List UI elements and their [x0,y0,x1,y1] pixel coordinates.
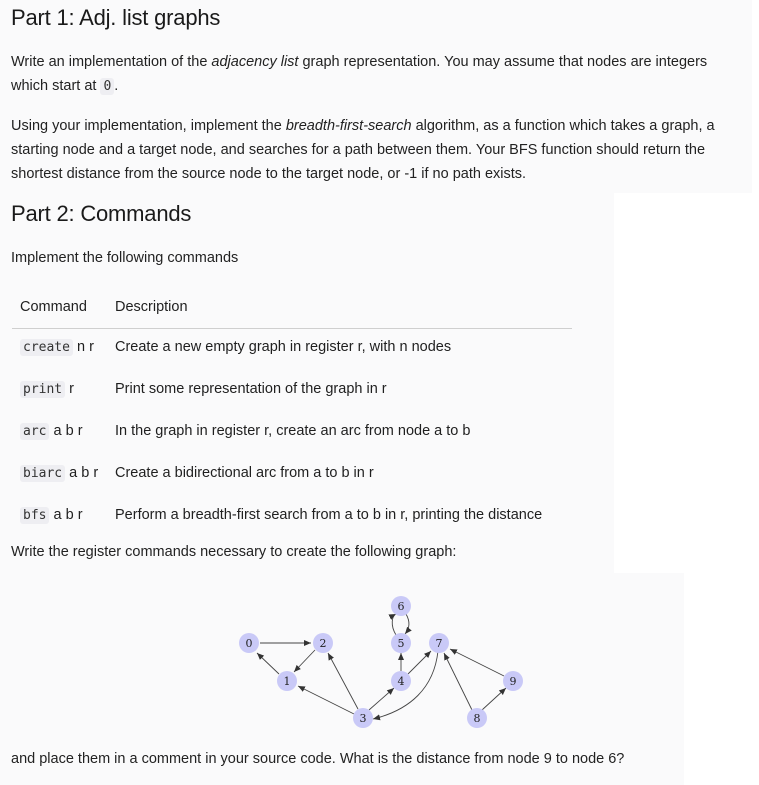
svg-text:5: 5 [397,637,405,650]
svg-text:0: 0 [245,637,253,650]
svg-text:9: 9 [509,675,517,688]
edge-3-1 [298,686,354,714]
svg-text:6: 6 [397,600,405,613]
table-row [20,494,542,536]
header-description: Description [115,299,188,315]
table-row [20,410,542,452]
description-cell: Create a new empty graph in register r, with n nodes [115,339,452,355]
command-cell: print r [20,368,115,410]
node-0 [239,633,259,653]
part1-heading: Part 1: Adj. list graphs [11,5,221,30]
command-cell: biarc a b r [20,452,115,494]
part1-paragraph-1: Write an implementation of the adjacency list graph representation. You may assume that nodes are integers which start at 0 . [11,54,708,94]
svg-text:8: 8 [473,712,481,725]
edge-2-1 [294,650,315,672]
table-header-row [20,288,542,326]
description-cell: Perform a breadth-first search from a to b in r, printing the distance [115,507,543,523]
edge-9-7 [450,649,504,676]
edge-3-4 [369,688,394,710]
command-cell: arc a b r [20,410,115,452]
table-row [20,326,542,368]
commands-table [20,288,542,536]
svg-text:2: 2 [319,637,327,650]
part1-paragraph-2: Using your implementation, implement the breadth-first-search algorithm, as a function which takes a graph, a starting node and a target node, and searches for a path between them. Your BFS function should return the shortest distance from the source node to the target node, or -1 if no path exists. [11,118,715,182]
node-8 [467,708,487,728]
table-header-divider [12,328,572,329]
inline-code-zero: 0 [100,78,114,95]
svg-text:1: 1 [283,675,291,688]
table-row [20,452,542,494]
edge-4-7 [408,651,431,674]
node-7 [429,633,449,653]
header-command: Command [20,299,87,315]
part2-heading: Part 2: Commands [11,201,192,226]
description-cell: Create a bidirectional arc from a to b in r [115,465,374,481]
svg-text:4: 4 [397,675,405,688]
description-cell: In the graph in register r, create an arc from node a to b [115,423,471,439]
command-cell: bfs a b r [20,494,115,536]
node-1 [277,671,297,691]
edge-3-2 [328,653,358,709]
edge-8-7 [444,653,472,710]
command-cell: create n r [20,326,115,368]
edge-5-6 [392,614,396,635]
edge-6-5 [405,614,409,634]
closing-question: and place them in a comment in your source code. What is the distance from node 9 to node 6? [11,751,625,767]
svg-text:3: 3 [359,712,367,725]
graph-edges [257,614,506,719]
description-cell: Print some representation of the graph in r [115,381,387,397]
graph-diagram [0,573,684,748]
graph-prompt: Write the register commands necessary to create the following graph: [11,544,457,560]
node-9 [503,671,523,691]
edge-8-9 [482,688,506,710]
node-6 [391,596,411,616]
table-row [20,368,542,410]
svg-text:7: 7 [435,637,443,650]
edge-1-0 [257,653,279,674]
part2-intro: Implement the following commands [11,250,239,266]
node-4 [391,671,411,691]
node-5 [391,633,411,653]
node-3 [353,708,373,728]
graph-nodes [239,596,523,728]
node-2 [313,633,333,653]
